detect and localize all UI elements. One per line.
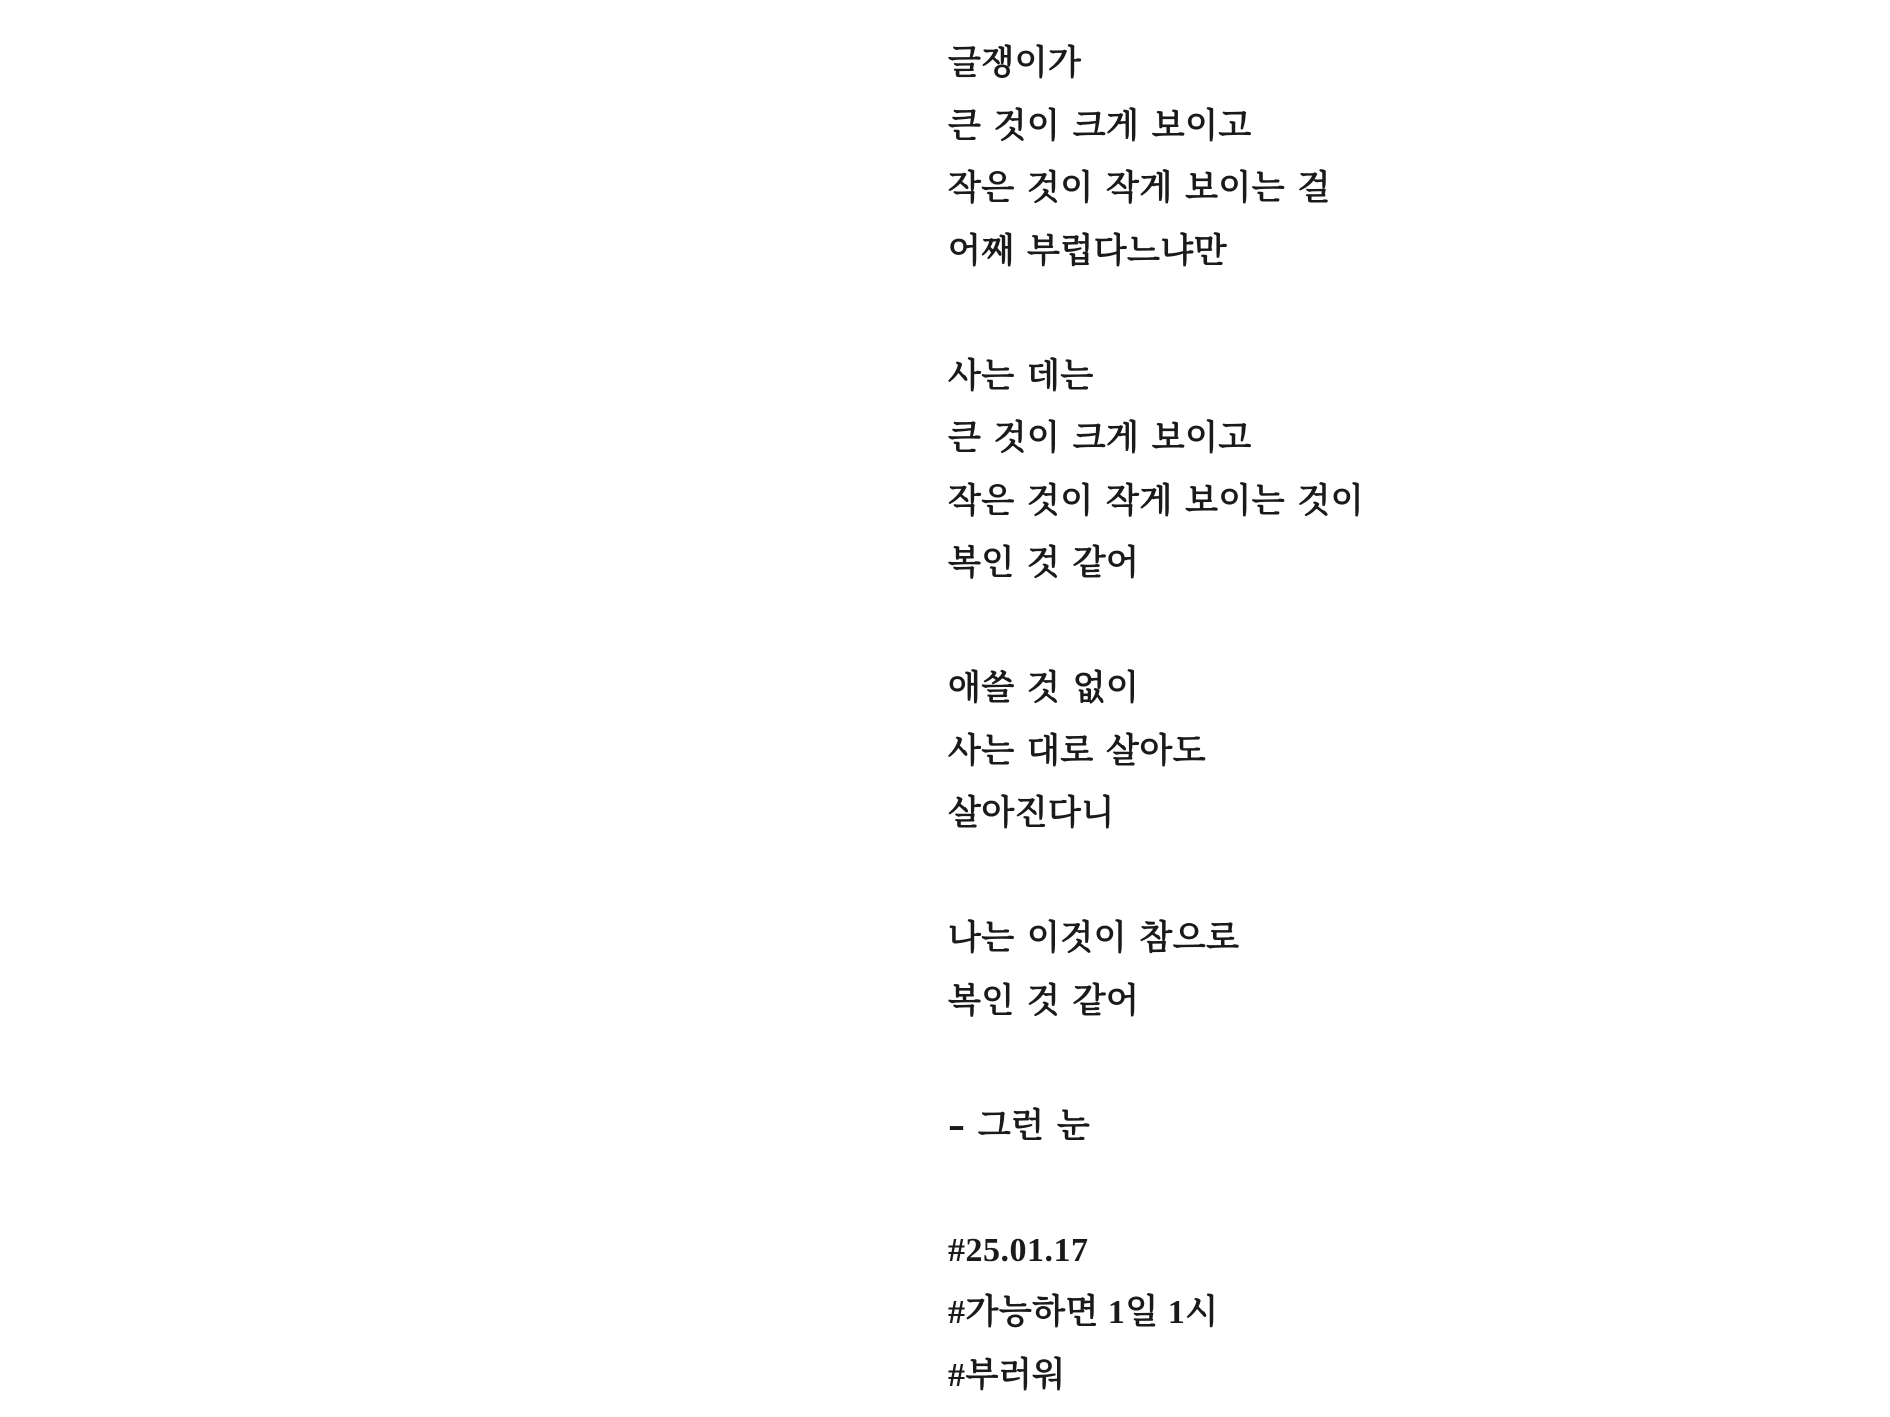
- poem-text: [948, 32, 1364, 1407]
- poem-line: 큰 것이 크게 보이고: [948, 105, 1252, 146]
- hashtag-list: [948, 1220, 1364, 1408]
- poem-line: 복인 것 같어: [948, 980, 1140, 1021]
- poem-line: 작은 것이 작게 보이는 것이: [948, 480, 1365, 521]
- stanza-1: [948, 32, 1364, 282]
- poem-line: 복인 것 같어: [948, 543, 1140, 583]
- poem-line: 글쟁이가: [948, 43, 1082, 83]
- poem-line: 나는 이것이 참으로: [948, 918, 1240, 958]
- stanza-4: [948, 907, 1364, 1032]
- poem-line: 사는 데는: [948, 355, 1094, 396]
- poem-signature: – 그런 눈: [948, 1105, 1091, 1146]
- stanza-2: [948, 345, 1364, 595]
- signature-block: [948, 1095, 1364, 1158]
- hashtag: #가능하면 1일 1시: [948, 1294, 1219, 1331]
- hashtag-date: #25.01.17: [948, 1231, 1089, 1269]
- poem-line: 애쓸 것 없이: [948, 668, 1140, 708]
- stanza-3: [948, 657, 1364, 845]
- poem-line: 큰 것이 크게 보이고: [948, 418, 1252, 458]
- hashtag: #부러워: [948, 1356, 1066, 1394]
- poem-line: 사는 대로 살아도: [948, 730, 1207, 771]
- poem-line: 작은 것이 작게 보이는 걸: [948, 168, 1331, 208]
- poem-line: 살아진다니: [948, 793, 1115, 833]
- poem-line: 어째 부럽다느냐만: [948, 230, 1228, 271]
